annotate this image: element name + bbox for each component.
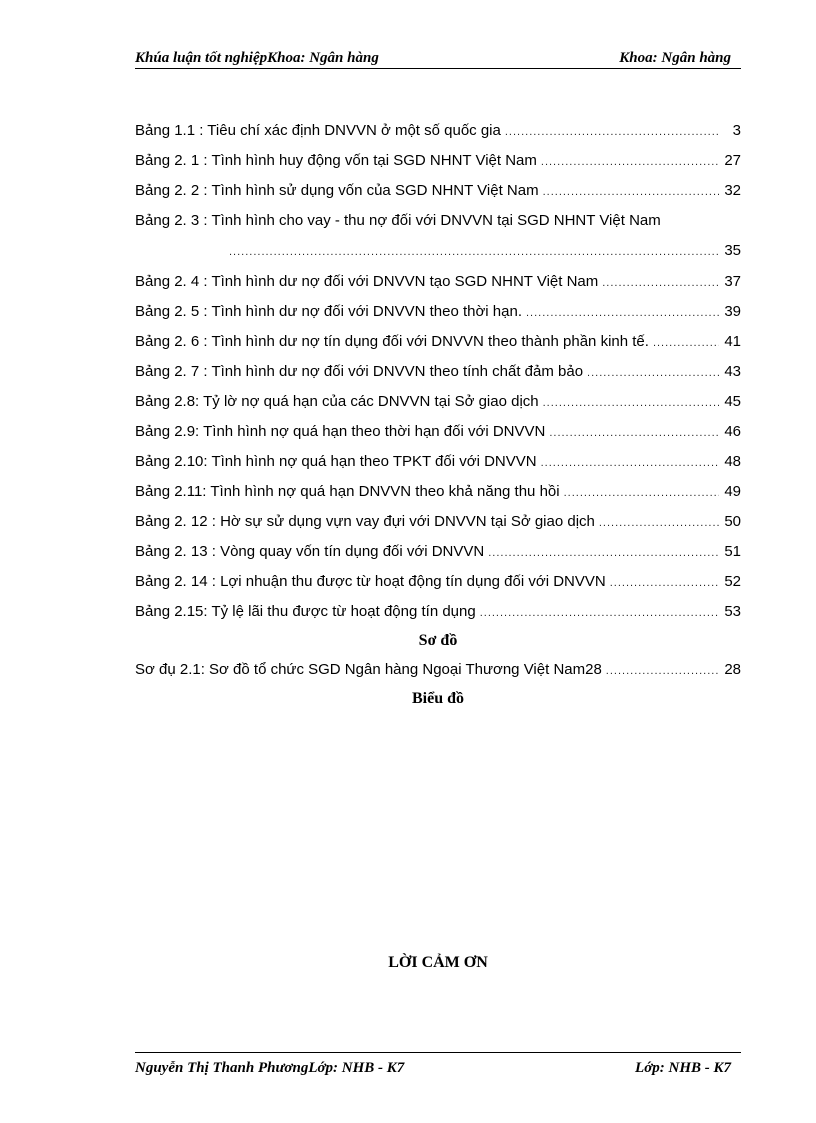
charts-heading: Biểu đồ	[411, 690, 464, 707]
toc-entry-title: Bảng 2.8: Tỷ lờ nợ quá hạn của các DNVVN tại Sở giao dịch	[135, 393, 539, 410]
toc-entry[interactable]	[135, 146, 741, 176]
toc-entry-title: Bảng 2. 2 : Tình hình sử dụng vốn của SGD NHNT Việt Nam	[135, 182, 539, 199]
dot-leader	[606, 656, 719, 686]
diagrams-heading: Sơ đồ	[418, 632, 458, 649]
toc-entry[interactable]	[135, 597, 741, 627]
toc-entry-title: Bảng 2. 3 : Tình hình cho vay - thu nợ đối với DNVVN tại SGD NHNT Việt Nam	[135, 212, 661, 229]
toc-entry-title: Bảng 2. 12 : Hờ sự sử dụng vựn vay đựi với DNVVN tại Sở giao dịch	[135, 513, 595, 530]
toc-entry[interactable]	[135, 567, 741, 597]
toc-entry-page: 49	[724, 483, 741, 500]
toc-entry[interactable]	[135, 357, 741, 387]
toc-entry[interactable]	[135, 297, 741, 327]
toc-entry-title: Bảng 2. 5 : Tình hình dư nợ đối với DNVVN theo thời hạn.	[135, 303, 522, 320]
toc-entry-page: 51	[724, 543, 741, 560]
dot-leader	[505, 117, 719, 147]
toc-entry-page: 50	[724, 513, 741, 530]
dot-leader	[229, 237, 719, 267]
toc-entry-page: 45	[724, 393, 741, 410]
dot-leader	[653, 328, 719, 358]
toc-entry-page: 35	[724, 242, 741, 259]
footer-right-text: Lớp: NHB - K7	[635, 1060, 731, 1076]
toc-entry-title: Bảng 2. 1 : Tình hình huy động vốn tại SGD NHNT Việt Nam	[135, 152, 537, 169]
dot-leader	[543, 177, 719, 207]
dot-leader	[564, 478, 719, 508]
dot-leader	[526, 298, 719, 328]
toc-entry-page: 27	[724, 152, 741, 169]
toc-entry-page: 28	[724, 661, 741, 678]
header-right-text: Khoa: Ngân hàng	[619, 50, 731, 66]
toc-entry[interactable]	[135, 537, 741, 567]
toc-entry-page: 43	[724, 363, 741, 380]
header-left-text: Khúa luận tốt nghiệpKhoa: Ngân hàng	[135, 50, 379, 66]
toc-entry-title: Sơ đụ 2.1: Sơ đồ tổ chức SGD Ngân hàng Ngoại Thương Việt Nam28	[135, 661, 602, 678]
toc-entry-page: 32	[724, 182, 741, 199]
table-of-contents	[135, 116, 741, 713]
toc-entry-title: Bảng 2. 13 : Vòng quay vốn tín dụng đối với DNVVN	[135, 543, 485, 560]
toc-entry-page: 53	[724, 603, 741, 620]
toc-entry[interactable]	[135, 417, 741, 447]
toc-entry-title: Bảng 2.10: Tình hình nợ quá hạn theo TPKT đối với DNVVN	[135, 453, 537, 470]
toc-entry-page: 3	[732, 122, 741, 139]
toc-entry-title: Bảng 2. 14 : Lợi nhuận thu được từ hoạt động tín dụng đối với DNVVN	[135, 573, 606, 590]
dot-leader	[488, 538, 719, 568]
dot-leader	[543, 388, 719, 418]
dot-leader	[480, 598, 719, 628]
toc-entry[interactable]	[135, 116, 741, 146]
toc-entry[interactable]	[135, 477, 741, 507]
toc-entry[interactable]	[135, 655, 741, 685]
dot-leader	[610, 568, 719, 598]
toc-entry-page: 41	[724, 333, 741, 350]
dot-leader	[541, 448, 719, 478]
thanks-heading: LỜI CẢM ƠN	[388, 954, 488, 971]
toc-entry[interactable]	[135, 387, 741, 417]
toc-entry-title: Bảng 2. 4 : Tình hình dư nợ đối với DNVVN tạo SGD NHNT Việt Nam	[135, 273, 599, 290]
toc-entry[interactable]	[135, 206, 741, 267]
toc-entry-title: Bảng 2. 7 : Tình hình dư nợ đối với DNVVN theo tính chất đảm bảo	[135, 363, 584, 380]
dot-leader	[549, 418, 719, 448]
toc-entry-title: Bảng 2.11: Tình hình nợ quá hạn DNVVN theo khả năng thu hồi	[135, 483, 560, 500]
toc-entry-title: Bảng 2.15: Tỷ lệ lãi thu được từ hoạt động tín dụng	[135, 603, 476, 620]
toc-entry[interactable]	[135, 507, 741, 537]
dot-leader	[587, 358, 719, 388]
dot-leader	[599, 508, 719, 538]
toc-entry-page: 48	[724, 453, 741, 470]
toc-entry-page: 52	[724, 573, 741, 590]
toc-entry[interactable]	[135, 267, 741, 297]
toc-entry[interactable]	[135, 327, 741, 357]
toc-entry-page: 39	[724, 303, 741, 320]
footer-left-text: Nguyễn Thị Thanh PhươngLớp: NHB - K7	[135, 1060, 405, 1076]
toc-entry-page: 37	[724, 273, 741, 290]
toc-entry[interactable]	[135, 176, 741, 206]
toc-entry-title: Bảng 2.9: Tình hình nợ quá hạn theo thời hạn đối với DNVVN	[135, 423, 546, 440]
toc-entry-page: 46	[724, 423, 741, 440]
toc-entry-title: Bảng 2. 6 : Tình hình dư nợ tín dụng đối với DNVVN theo thành phần kinh tế.	[135, 333, 649, 350]
dot-leader	[541, 147, 719, 177]
toc-entry[interactable]	[135, 447, 741, 477]
page-header	[135, 46, 741, 69]
dot-leader	[602, 268, 719, 298]
toc-entry-title: Bảng 1.1 : Tiêu chí xác định DNVVN ở một số quốc gia	[135, 122, 501, 139]
page-footer	[135, 1052, 741, 1077]
